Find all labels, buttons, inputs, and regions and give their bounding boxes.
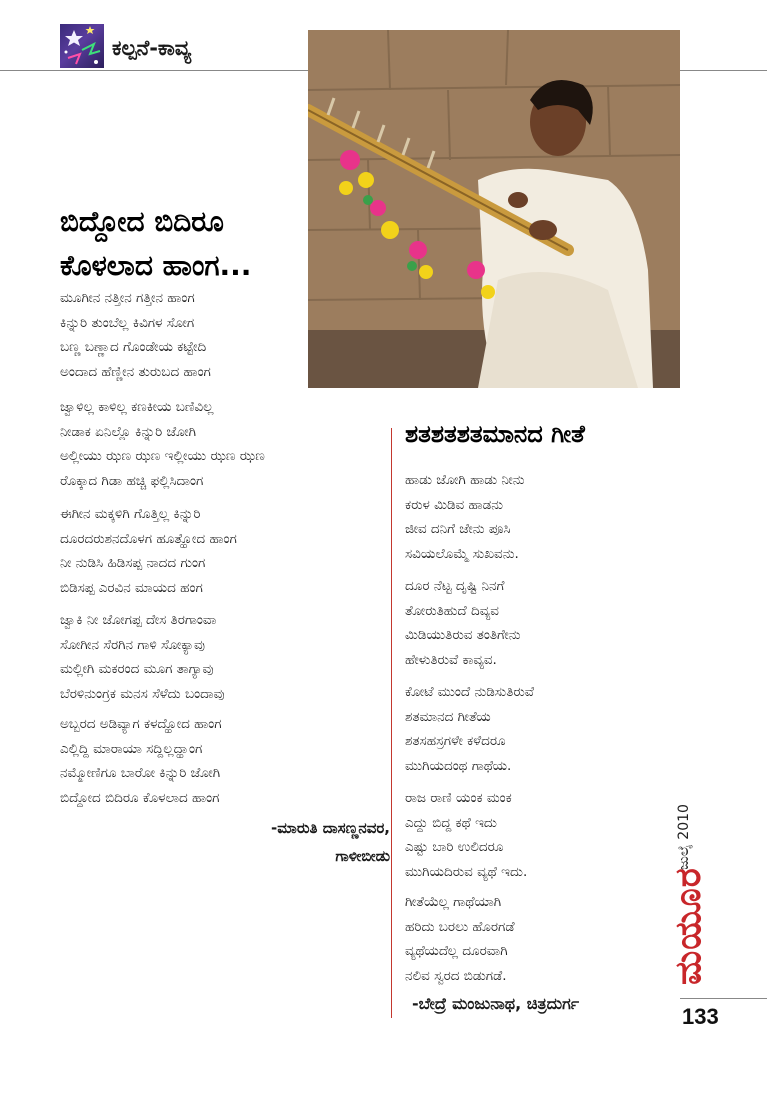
poem-line: ಜೀವ ದನಿಗೆ ಜೇನು ಪೂಸಿ — [405, 521, 511, 537]
poem-line: ಬಿಡಿಸಪ್ಪ ಎರವಿನ ಮಾಯದ ಹಂಗ — [60, 579, 203, 596]
poem-line: ಹಾಡು ಜೋಗಿ ಹಾಡು ನೀನು — [405, 472, 525, 488]
poem-author-2: -ಬೇದ್ರೆ ಮಂಜುನಾಥ, ಚಿತ್ರದುರ್ಗ — [412, 994, 580, 1013]
poem-line: ಮಿಡಿಯುತಿರುವ ತಂತಿಗೇನು — [405, 627, 521, 643]
poem-line: ನಲಿವ ಸ್ವರದ ಬಿಡುಗಡೆ. — [405, 967, 507, 984]
poem-line: ವ್ಯಥೆಯದೆಲ್ಲ ದೂರವಾಗಿ — [405, 943, 508, 959]
poem-line: ಬಣ್ಣ ಬಣ್ಣಾದ ಗೊಂಡೇಯ ಕಟ್ಟೇದಿ — [60, 339, 207, 355]
poem-line: ಕರುಳ ಮಿಡಿವ ಹಾಡನು — [405, 496, 504, 513]
poem-line: ರಾಜ ರಾಣಿ ಯಂಕ ಮಂಕ — [405, 790, 512, 806]
poem-line: ನೀಡಾಕ ಏನಿಲ್ಲೊ ಕಿನ್ನುರಿ ಜೋಗಿ — [60, 423, 196, 440]
poem-line: ಕೋಟೆ ಮುಂದೆ ನುಡಿಸುತಿರುವೆ — [405, 684, 535, 700]
poem-line: ಶತಸಹಸ್ರಗಳೇ ಕಳೆದರೂ — [405, 733, 506, 749]
section-title: ಕಲ್ಪನೆ-ಕಾವ್ಯ — [112, 36, 192, 60]
poem-stanza — [405, 468, 645, 566]
poem-line: ನೀ ನುಡಿಸಿ ಹಿಡಿಸಪ್ಪ ನಾದದ ಗುಂಗ — [60, 555, 206, 571]
poem-line: ಬೆರಳಿನುಂಗ್ರಕ ಮನಸ ಸೆಳೆದು ಬಂದಾವು — [60, 685, 225, 702]
poem-stanza — [60, 712, 370, 810]
issue-date: ಜುಲೈ 2010 — [676, 804, 692, 870]
poem-line: ಮುಗಿಯದಂಥ ಗಾಥೆಯ. — [405, 757, 512, 774]
poem-line: ಹರಿದು ಬರಲು ಹೊರಗಡೆ — [405, 918, 515, 935]
column-divider — [391, 428, 392, 1018]
poem-title-2: ಶತಶತಶತಮಾನದ ಗೀತೆ — [405, 420, 585, 448]
poem-line: ಸೋಗೀನ ಸೆರಗಿನ ಗಾಳಿ ಸೋಕ್ಯಾವು — [60, 636, 205, 653]
poem-line: ಈಗೀನ ಮಕ್ಕಳಿಗಿ ಗೊತ್ತಿಲ್ಲ ಕಿನ್ನುರಿ — [60, 506, 201, 522]
magazine-name: ಮಯೂರ — [668, 867, 709, 985]
page-number: 133 — [682, 1004, 719, 1029]
poem-stanza — [405, 680, 645, 778]
footer-rule — [680, 998, 767, 999]
poem-line: ಅಂದಾದ ಹೆಣ್ಣೀನ ತುರುಬದ ಹಾಂಗ — [60, 363, 211, 380]
poem-line: ಗೀತೆಯೆಲ್ಲ ಗಾಥೆಯಾಗಿ — [405, 894, 502, 910]
poem-stanza — [60, 395, 370, 493]
poem-line: ಕಿನ್ನುರಿ ತುಂಬೆಲ್ಲ ಕಿವಿಗಳ ಸೋಗ — [60, 314, 195, 331]
poem-line: ಹೇಳುತಿರುವೆ ಕಾವ್ಯವ. — [405, 651, 497, 668]
author-name: -ಮಾರುತಿ ದಾಸಣ್ಣನವರ, — [271, 819, 390, 837]
poem-line: ಎದ್ದು ಬಿದ್ದ ಕಥೆ ಇದು — [405, 814, 497, 831]
poem-title — [60, 200, 310, 288]
poem-line: ಶತಮಾನದ ಗೀತೆಯ — [405, 708, 491, 725]
poem-line: ದೂರದರುಶನದೊಳಗ ಹೂತ್ಹೋದ ಹಾಂಗ — [60, 530, 237, 547]
poem-line: ಜ್ವಾಳಿಲ್ಲ ಕಾಳಿಲ್ಲ ಕಣಕೀಯ ಬಣಿವಿಲ್ಲ — [60, 399, 214, 415]
poem-line: ರೊಕ್ಕಾದ ಗಿಡಾ ಹಚ್ಚಿ ಫಲ್ಲಿಸಿದಾಂಗ — [60, 472, 204, 489]
poem-author — [160, 814, 390, 870]
poem-stanza — [405, 890, 645, 988]
poem-line: ಸವಿಯಲೊಮ್ಮೆ ಸುಖವನು. — [405, 545, 519, 562]
poem-title-line: ಕೊಳಲಾದ ಹಾಂಗ... — [60, 249, 252, 282]
poem-stanza — [405, 786, 645, 884]
poem-stanza — [405, 574, 645, 672]
poem-line: ಮೂಗೀನ ನತ್ತೀನ ಗತ್ತೀನ ಹಾಂಗ — [60, 290, 195, 306]
stars-logo-icon — [60, 24, 104, 68]
poem-title-line: ಬಿದ್ದೋದ ಬಿದಿರೂ — [60, 205, 224, 238]
poem-line: ತೋರುತಿಹುದೆ ದಿವ್ಯವ — [405, 602, 499, 619]
poem-line: ಅಬ್ಬರದ ಅಡಿವ್ಯಾಗ ಕಳದ್ಹೋದ ಹಾಂಗ — [60, 716, 222, 732]
poem-line: ಜ್ವಾಕಿ ನೀ ಜೋಗಪ್ಪ ದೇಸ ತಿರಗಾಂವಾ — [60, 612, 217, 628]
poem-line: ಮುಗಿಯದಿರುವ ವ್ಯಥೆ ಇದು. — [405, 863, 528, 880]
author-place: ಗಾಳೀಬೀಡು — [335, 847, 390, 865]
poem-line: ನಮ್ಮೋಣಿಗೂ ಬಾರೋ ಕಿನ್ನುರಿ ಜೋಗಿ — [60, 765, 221, 781]
poem-line: ಎಲ್ಲಿದ್ದಿ ಮಾರಾಯಾ ಸದ್ದಿಲ್ಲದ್ಹಾಂಗ — [60, 740, 203, 757]
poem-line: ಎಷ್ಟು ಬಾರಿ ಉಲಿದರೂ — [405, 839, 504, 855]
poem-line: ದೂರ ನೆಟ್ಟ ದೃಷ್ಟಿ ನಿನಗೆ — [405, 578, 505, 594]
header-rule — [0, 70, 308, 71]
header-rule-right — [680, 70, 767, 71]
poem-stanza — [60, 502, 370, 600]
poem-line: ಬಿದ್ದೋದ ಬಿದಿರೂ ಕೊಳಲಾದ ಹಾಂಗ — [60, 789, 220, 806]
poem-stanza — [60, 286, 370, 384]
poem-stanza — [60, 608, 370, 706]
poem-line: ಮಲ್ಲೀಗಿ ಮಕರಂದ ಮೂಗ ತಾಗ್ಯಾವು — [60, 661, 214, 677]
poem-line: ಅಲ್ಲೀಯು ಝಣ ಝಣ ಇಲ್ಲೀಯು ಝಣ ಝಣ — [60, 448, 265, 464]
